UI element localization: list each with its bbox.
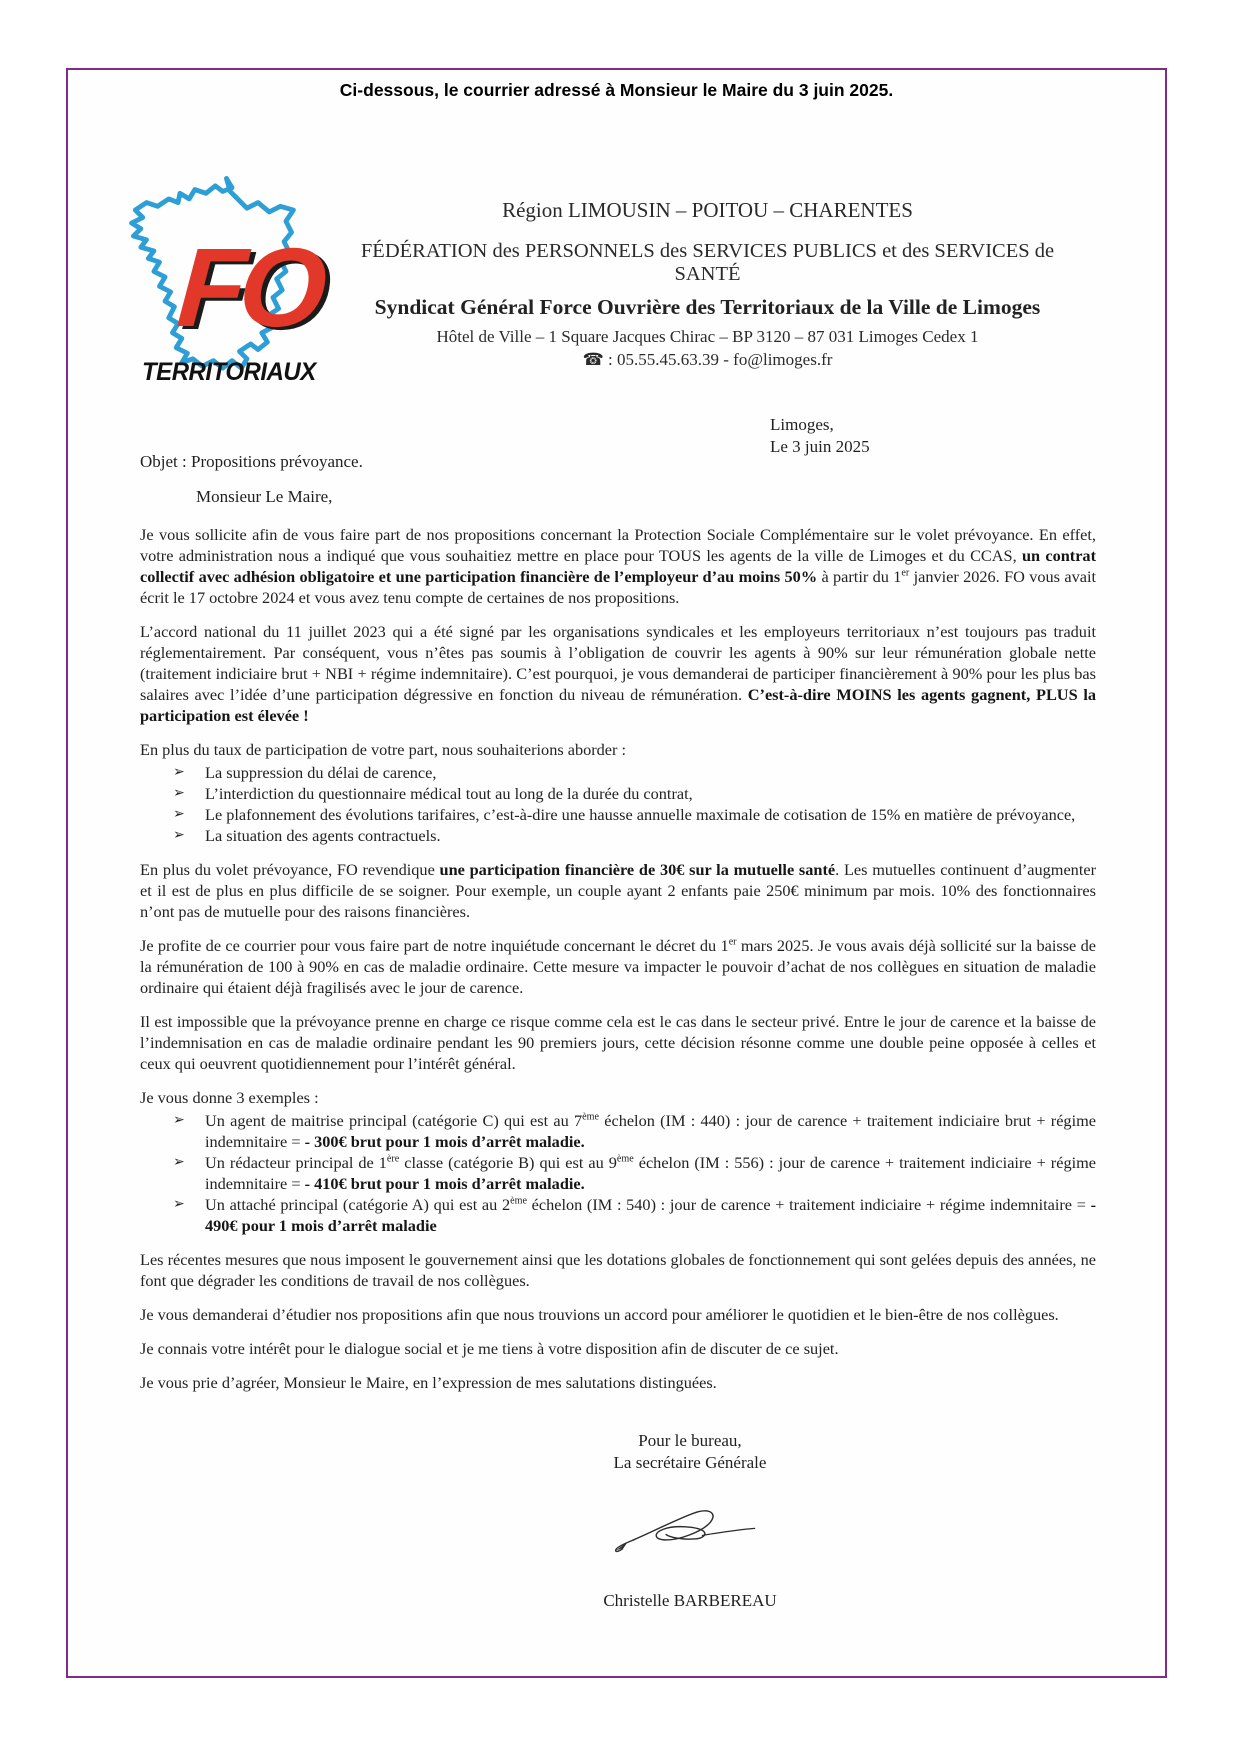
- paragraph: Je connais votre intérêt pour le dialogue social et je me tiens à votre disposition afin de discuter de ce sujet.: [140, 1339, 839, 1358]
- paragraph: En plus du taux de participation de votre part, nous souhaiterions aborder :: [140, 740, 627, 759]
- bullet-item-text: Le plafonnement des évolutions tarifaires, c’est-à-dire une hausse annuelle maximale de cotisation de 15% en matière de prévoyance,: [205, 805, 1076, 824]
- arrow-bullet-icon: ➢: [173, 1197, 185, 1212]
- paragraph: En plus du volet prévoyance, FO revendique une participation financière de 30€ sur la mutuelle santé. Les mutuelles continuent d’augmenter et il est de plus en plus difficile de se soigner. Pour exemple, un couple ayant 2 enfants paie 250€ minimum par mois. 10% des fonctionnaires n’ont pas de mutuelle pour des raisons financières.: [140, 860, 1096, 921]
- bullet-item-text: Un rédacteur principal de 1ère classe (catégorie B) qui est au 9ème échelon (IM : 556) : jour de carence + traitement indiciaire + régime indemnitaire = - 410€ brut pour 1 mois d’arrêt maladie.: [205, 1153, 1097, 1193]
- arrow-bullet-icon: ➢: [173, 807, 185, 822]
- paragraph: Je vous donne 3 exemples :: [140, 1088, 319, 1107]
- salutation-line: Monsieur Le Maire,: [196, 487, 333, 506]
- bullet-item: [140, 762, 1096, 783]
- page-caption: Ci-dessous, le courrier adressé à Monsieur le Maire du 3 juin 2025.: [339, 80, 894, 100]
- paragraph: Je vous sollicite afin de vous faire part de nos propositions concernant la Protection Sociale Complémentaire sur le volet prévoyance. En effet, votre administration nous a indiqué que vous souhaitiez mettre en place pour TOUS les agents de la ville de Limoges et du CCAS, un contrat collectif avec adhésion obligatoire et une participation financière de l’employeur d’au moins 50% à partir du 1er janvier 2026. FO vous avait écrit le 17 octobre 2024 et vous avez tenu compte de certaines de nos propositions.: [140, 525, 1096, 607]
- paragraph: Je profite de ce courrier pour vous faire part de notre inquiétude concernant le décret du 1er mars 2025. Je vous avais déjà sollicité sur la baisse de la rémunération de 100 à 90% en cas de maladie ordinaire. Cette mesure va impacter le pouvoir d’achat de nos collègues en situation de maladie ordinaire qui étaient déjà fragilisés avec le jour de carence.: [140, 936, 1097, 997]
- bullet-item-text: Un attaché principal (catégorie A) qui est au 2ème échelon (IM : 540) : jour de carence + traitement indiciaire + régime indemnitaire = - 490€ pour 1 mois d’arrêt maladie: [205, 1195, 1096, 1235]
- paragraph: Il est impossible que la prévoyance prenne en charge ce risque comme cela est le cas dans le secteur privé. Entre le jour de carence et la baisse de l’indemnisation en cas de maladie ordinaire pendant les 90 premiers jours, cette décision résonne comme une double peine opposée à celles et ceux qui oeuvrent quotidiennement pour l’intérêt général.: [140, 1012, 1096, 1073]
- bullet-item: [140, 804, 1096, 825]
- paragraph: Je vous demanderai d’étudier nos propositions afin que nous trouvions un accord pour améliorer le quotidien et le bien-être de nos collègues.: [140, 1305, 1059, 1324]
- place-date-block: [770, 414, 870, 458]
- bullet-item-text: La situation des agents contractuels.: [205, 826, 441, 845]
- fo-logo-text: FO: [173, 225, 324, 350]
- bullet-item: [140, 1152, 1096, 1194]
- signatory-name: Christelle BARBEREAU: [603, 1591, 777, 1610]
- address-line: Hôtel de Ville – 1 Square Jacques Chirac – BP 3120 – 87 031 Limoges Cedex 1: [436, 327, 979, 346]
- contact-line: ☎ : 05.55.45.63.39 - fo@limoges.fr: [582, 350, 833, 369]
- fo-logo: [126, 170, 351, 400]
- arrow-bullet-icon: ➢: [173, 1155, 185, 1170]
- subject-line: Objet : Propositions prévoyance.: [140, 452, 363, 471]
- bullet-item: [140, 1194, 1096, 1236]
- paragraph: L’accord national du 11 juillet 2023 qui a été signé par les organisations syndicales et les employeurs territoriaux n’est toujours pas traduit réglementairement. Par conséquent, vous n’êtes pas soumis à l’obligation de couvrir les agents à 90% sur leur rémunération globale nette (traitement indiciaire brut + NBI + régime indemnitaire). C’est pourquoi, je vous demanderai de participer financièrement à 90% pour les plus bas salaires avec l’idée d’une participation dégressive en fonction du niveau de rémunération. C’est-à-dire MOINS les agents gagnent, PLUS la participation est élevée !: [140, 622, 1096, 725]
- syndicat-line: Syndicat Général Force Ouvrière des Territoriaux de la Ville de Limoges: [374, 295, 1041, 319]
- signature-icon: [550, 1500, 830, 1568]
- arrow-bullet-icon: ➢: [173, 786, 185, 801]
- federation-line: FÉDÉRATION des PERSONNELS des SERVICES PUBLICS et des SERVICES de SANTÉ: [360, 240, 1055, 285]
- arrow-bullet-icon: ➢: [173, 828, 185, 843]
- bullet-item: [140, 825, 1096, 846]
- bullet-item: [140, 783, 1096, 804]
- bullet-item-text: La suppression du délai de carence,: [205, 763, 437, 782]
- paragraph: Je vous prie d’agréer, Monsieur le Maire, en l’expression de mes salutations distinguées.: [140, 1373, 717, 1392]
- place-line: Limoges,: [770, 415, 834, 434]
- closing-line-2: La secrétaire Générale: [613, 1453, 767, 1472]
- arrow-bullet-icon: ➢: [173, 765, 185, 780]
- closing-line-1: Pour le bureau,: [638, 1431, 742, 1450]
- fo-logo-subtext: TERRITORIAUX: [142, 358, 316, 386]
- bullet-list: [140, 762, 1096, 846]
- arrow-bullet-icon: ➢: [173, 1113, 185, 1128]
- letter-body: [140, 524, 1096, 1406]
- region-line: Région LIMOUSIN – POITOU – CHARENTES: [502, 198, 913, 222]
- paragraph: Les récentes mesures que nous imposent le gouvernement ainsi que les dotations globales de fonctionnement qui sont gelées depuis des années, ne font que dégrader les conditions de travail de nos collègues.: [140, 1250, 1096, 1290]
- date-line: Le 3 juin 2025: [770, 437, 870, 456]
- bullet-list: [140, 1110, 1096, 1236]
- closing-block: [550, 1430, 830, 1612]
- letterhead: [340, 198, 1075, 370]
- bullet-item: [140, 1110, 1096, 1152]
- bullet-item-text: Un agent de maitrise principal (catégorie C) qui est au 7ème échelon (IM : 440) : jour de carence + traitement indiciaire brut + régime indemnitaire = - 300€ brut pour 1 mois d’arrêt maladie.: [205, 1111, 1096, 1151]
- bullet-item-text: L’interdiction du questionnaire médical tout au long de la durée du contrat,: [205, 784, 693, 803]
